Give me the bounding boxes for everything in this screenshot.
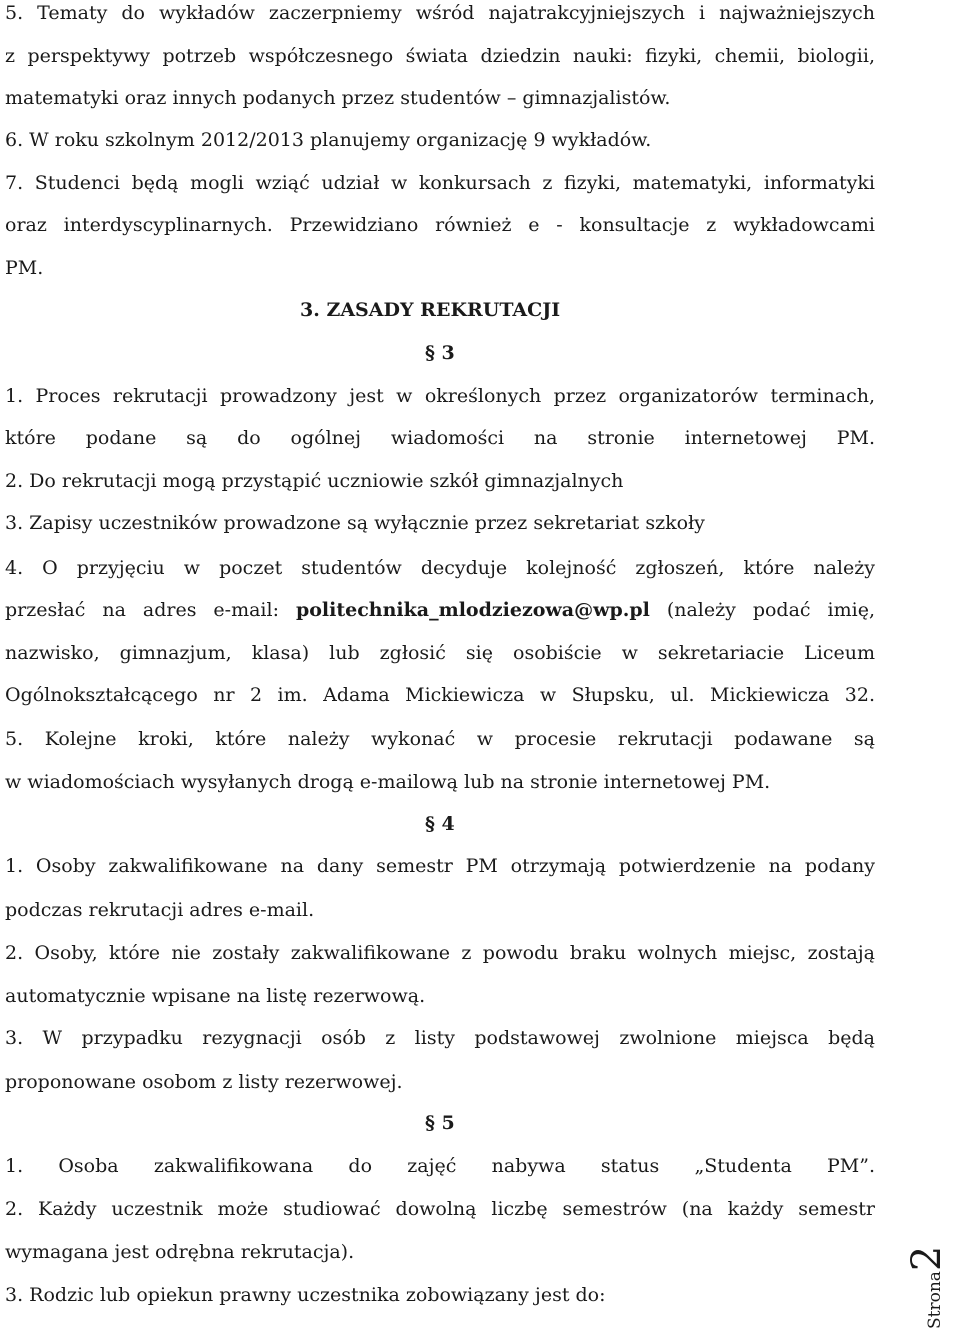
text-line: 5. Tematy do wykładów zaczerpniemy wśród najatrakcyjniejszych i najważniejszych — [5, 2, 875, 24]
text-line: 3. Zapisy uczestników prowadzone są wyłącznie przez sekretariat szkoły — [5, 512, 705, 534]
text-line: 3. W przypadku rezygnacji osób z listy podstawowej zwolnione miejsca będą — [5, 1027, 875, 1049]
email-line — [5, 597, 875, 623]
text-line: proponowane osobom z listy rezerwowej. — [5, 1071, 403, 1093]
text-line: które podane są do ogólnej wiadomości na stronie internetowej PM. — [5, 427, 875, 449]
text-line: matematyki oraz innych podanych przez studentów – gimnazjalistów. — [5, 87, 671, 109]
section-heading: 3. ZASADY REKRUTACJI — [300, 299, 561, 321]
page-number-text — [904, 1246, 950, 1329]
text-line: 6. W roku szkolnym 2012/2013 planujemy organizację 9 wykładów. — [5, 129, 652, 151]
text-line: 2. Osoby, które nie zostały zakwalifikowane z powodu braku wolnych miejsc, zostają — [5, 942, 875, 964]
text-line: nazwisko, gimnazjum, klasa) lub zgłosić się osobiście w sekretariacie Liceum — [5, 642, 875, 664]
text-line: wymagana jest odrębna rekrutacja). — [5, 1241, 355, 1263]
text-line: 1. Osoby zakwalifikowane na dany semestr PM otrzymają potwierdzenie na podany — [5, 855, 875, 877]
paragraph-sign-heading: § 3 — [425, 342, 455, 364]
text-line: 1. Proces rekrutacji prowadzony jest w określonych przez organizatorów terminach, — [5, 385, 875, 407]
text-span: (należy podać imię, — [649, 599, 875, 621]
text-line: 7. Studenci będą mogli wziąć udział w konkursach z fizyki, matematyki, informatyki — [5, 172, 875, 194]
text-line: 5. Kolejne kroki, które należy wykonać w procesie rekrutacji podawane są — [5, 728, 875, 750]
text-line: 4. O przyjęciu w poczet studentów decyduje kolejność zgłoszeń, które należy — [5, 557, 875, 579]
text-line: 3. Rodzic lub opiekun prawny uczestnika zobowiązany jest do: — [5, 1284, 606, 1306]
text-line: z perspektywy potrzeb współczesnego świata dziedzin nauki: fizyki, chemii, biologii, — [5, 45, 875, 67]
email-address: politechnika_mlodziezowa@wp.pl — [295, 599, 650, 621]
text-line: 1. Osoba zakwalifikowana do zajęć nabywa status „Studenta PM”. — [5, 1155, 875, 1177]
text-line: 2. Do rekrutacji mogą przystąpić uczniowie szkół gimnazjalnych — [5, 470, 624, 492]
text-line: podczas rekrutacji adres e-mail. — [5, 899, 315, 921]
text-span: przesłać na adres e-mail: — [5, 599, 296, 621]
text-line: automatycznie wpisane na listę rezerwową. — [5, 985, 426, 1007]
paragraph-sign-heading: § 5 — [425, 1112, 455, 1134]
text-line: oraz interdyscyplinarnych. Przewidziano również e - konsultacje z wykładowcami — [5, 214, 875, 236]
text-line: 2. Każdy uczestnik może studiować dowolną liczbę semestrów (na każdy semestr — [5, 1198, 875, 1220]
paragraph-sign-heading: § 4 — [425, 813, 455, 835]
page-number-label — [904, 1209, 958, 1329]
page-label-word: Strona — [925, 1271, 945, 1329]
text-line: Ogólnokształcącego nr 2 im. Adama Mickiewicza w Słupsku, ul. Mickiewicza 32. — [5, 684, 875, 706]
text-line: w wiadomościach wysyłanych drogą e-mailową lub na stronie internetowej PM. — [5, 771, 771, 793]
text-line: PM. — [5, 257, 44, 279]
page-number: 2 — [904, 1245, 950, 1272]
